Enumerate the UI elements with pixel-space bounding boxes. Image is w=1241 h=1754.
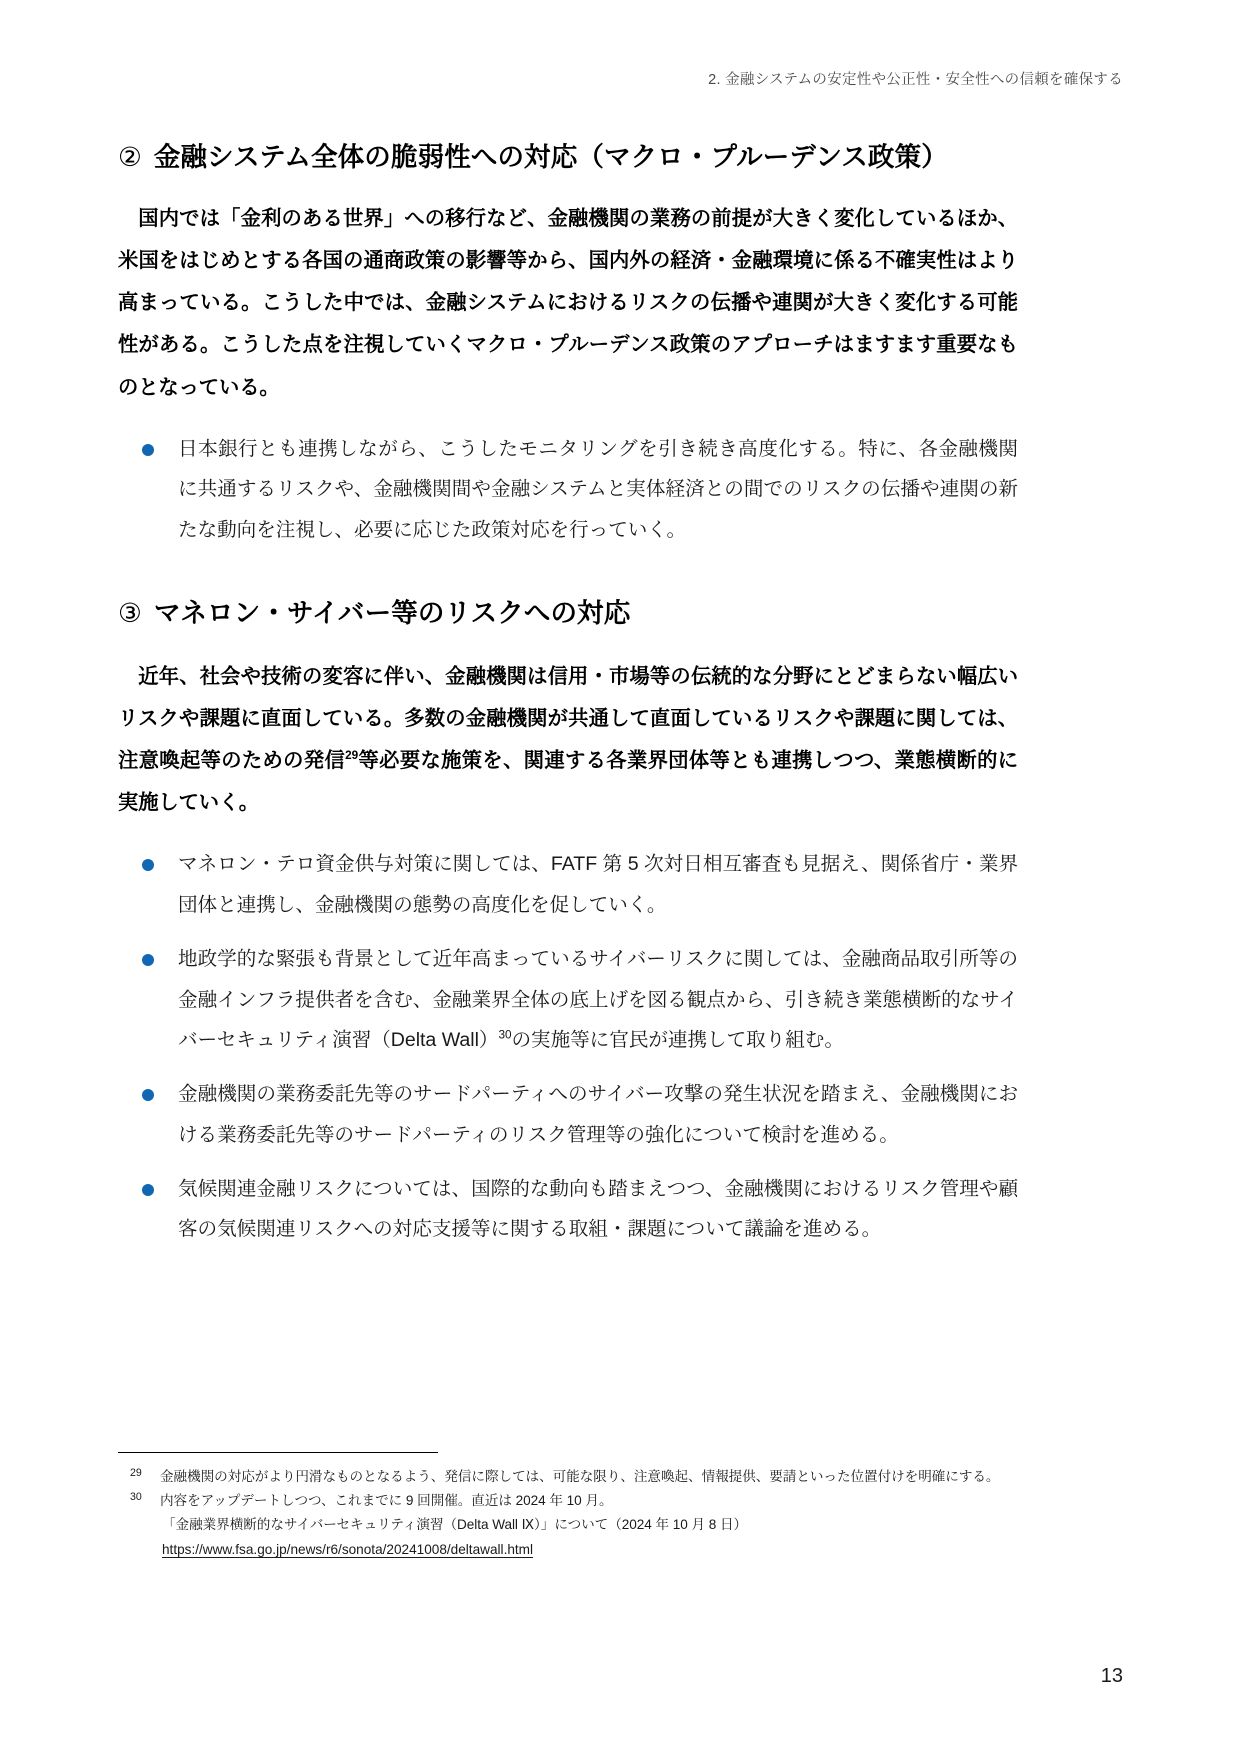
footnote-30 xyxy=(118,1489,1018,1562)
section-3-bullet-list xyxy=(118,844,1018,1249)
section-marker: ③ xyxy=(118,597,142,628)
section-heading-3 xyxy=(118,596,1018,632)
list-item xyxy=(118,1169,1018,1250)
list-item xyxy=(118,1074,1018,1155)
list-item-text: 日本銀行とも連携しながら、こうしたモニタリングを引き続き高度化する。特に、各金融機関に共通するリスクや、金融機関間や金融システムと実体経済との間でのリスクの伝播や連関の新たな動向を注視し、必要に応じた政策対応を行っていく。 xyxy=(178,437,1018,541)
list-item-text-part-2: の実施等に官民が連携して取り組む。 xyxy=(511,1028,844,1051)
bullet-dot-icon xyxy=(142,1184,154,1196)
section-2-bullet-list xyxy=(118,429,1018,550)
section-title: マネロン・サイバー等のリスクへの対応 xyxy=(153,597,631,628)
footnote-number: 30 xyxy=(130,1491,142,1504)
list-item-text: 金融機関の業務委託先等のサードパーティへのサイバー攻撃の発生状況を踏まえ、金融機関における業務委託先等のサードパーティのリスク管理等の強化について検討を進める。 xyxy=(178,1083,1018,1146)
list-item xyxy=(118,939,1018,1060)
section-marker: ② xyxy=(118,142,142,172)
list-item-text-part-1: 地政学的な緊張も背景として近年高まっているサイバーリスクに関しては、金融商品取引所等の金融インフラ提供者を含む、金融業界全体の底上げを図る観点から、引き続き業態横断的なサイバーセキュリティ演習（Delta Wall） xyxy=(178,948,1018,1051)
footnote-29 xyxy=(118,1465,1018,1489)
footnote-text: 金融機関の対応がより円滑なものとなるよう、発信に際しては、可能な限り、注意喚起、情報提供、要請といった位置付けを明確にする。 xyxy=(160,1469,1000,1484)
footnote-text-line-1: 内容をアップデートしつつ、これまでに 9 回開催。直近は 2024 年 10 月。 xyxy=(160,1493,613,1509)
bullet-dot-icon xyxy=(142,444,154,456)
list-item-text: 気候関連金融リスクについては、国際的な動向も踏まえつつ、金融機関におけるリスク管理や顧客の気候関連リスクへの対応支援等に関する取組・課題について議論を進める。 xyxy=(178,1177,1018,1241)
footnote-marker-29: 29 xyxy=(345,749,359,763)
bullet-dot-icon xyxy=(142,1089,154,1101)
page-number: 13 xyxy=(1100,1665,1123,1687)
list-item xyxy=(118,429,1018,550)
bullet-dot-icon xyxy=(142,859,154,871)
bullet-dot-icon xyxy=(142,954,154,966)
footnote-area xyxy=(118,1452,1018,1562)
section-2-lead-paragraph: 国内では「金利のある世界」への移行など、金融機関の業務の前提が大きく変化しているほか、米国をはじめとする各国の通商政策の影響等から、国内外の経済・金融環境に係る不確実性はより高まっている。こうした中では、金融システムにおけるリスクの伝播や連関が大きく変化する可能性がある。こうした点を注視していくマクロ・プルーデンス政策のアプローチはますます重要なものとなっている。 xyxy=(118,207,1018,399)
list-item xyxy=(118,844,1018,925)
lead-text-part-1: 近年、社会や技術の変容に伴い、金融機関は信用・市場等の伝統的な分野にとどまらない幅広いリスクや課題に直面している。多数の金融機関が共通して直面しているリスクや課題に関しては、注意喚起等のための発信 xyxy=(118,665,1018,773)
footnote-marker-30: 30 xyxy=(498,1028,512,1042)
footnote-text-line-2: 「金融業界横断的なサイバーセキュリティ演習（Delta Wall Ⅸ）」について（2024 年 10 月 8 日） xyxy=(162,1517,748,1533)
section-3-lead-paragraph xyxy=(118,656,1018,825)
page-content xyxy=(118,128,1018,1250)
footnote-number: 29 xyxy=(130,1467,142,1479)
section-title: 金融システム全体の脆弱性への対応（マクロ・プルーデンス政策） xyxy=(153,142,948,172)
footnote-separator-rule xyxy=(118,1452,438,1453)
footnote-url-link[interactable]: https://www.fsa.go.jp/news/r6/sonota/20241008/deltawall.html xyxy=(162,1541,534,1557)
lead-text-part-2: 等必要な施策を、関連する各業界団体等とも連携しつつ、業態横断的に実施していく。 xyxy=(118,750,1019,815)
section-heading-2 xyxy=(118,140,1018,176)
running-header: 2. 金融システムの安定性や公正性・安全性への信頼を確保する xyxy=(708,72,1123,88)
list-item-text: マネロン・テロ資金供与対策に関しては、FATF 第 5 次対日相互審査も見据え、関係省庁・業界団体と連携し、金融機関の態勢の高度化を促していく。 xyxy=(178,853,1018,916)
